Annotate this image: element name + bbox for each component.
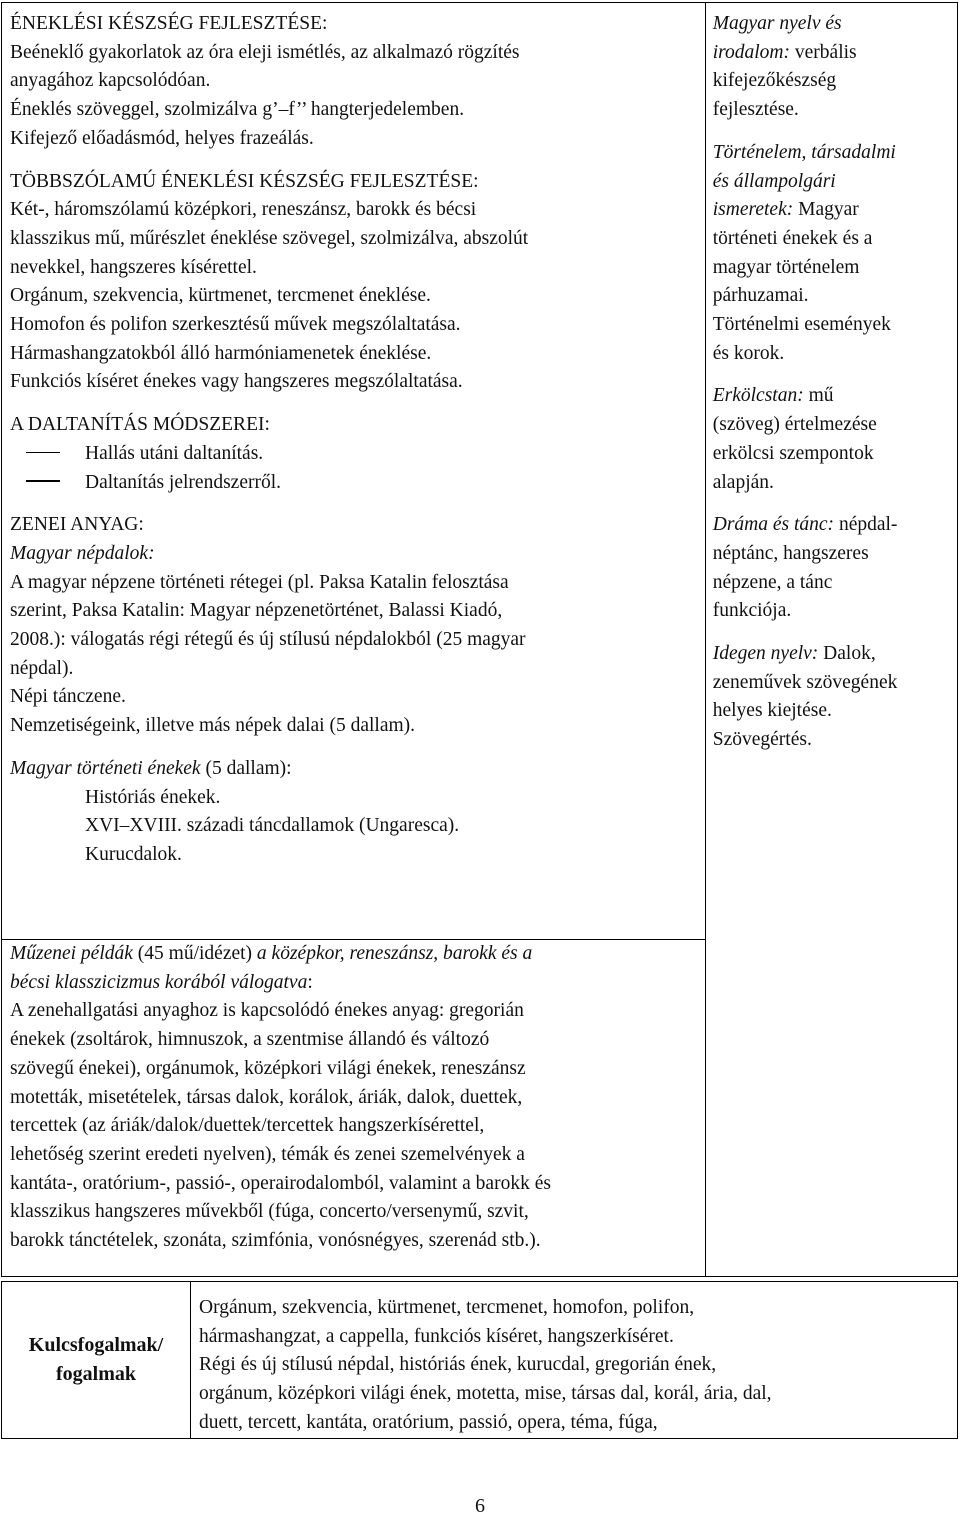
text-line: A zenehallgatási anyaghoz is kapcsolódó énekes anyag: gregorián xyxy=(10,1000,524,1022)
section-heading: A DALTANÍTÁS MÓDSZEREI: xyxy=(10,414,270,436)
text-line: anyagához kapcsolódóan. xyxy=(10,70,211,92)
text-line: Hármashangzatokból álló harmóniamenetek éneklése. xyxy=(10,342,432,364)
song-teaching-methods-section xyxy=(10,411,699,497)
cross-curricular-cell xyxy=(705,3,957,1277)
dash-bullet-icon xyxy=(10,440,85,469)
text-line: klasszikus mű, műrészlet éneklése szövegel, szolmizálva, abszolút xyxy=(10,227,529,249)
connection-magyar: Magyar nyelv és irodalom: verbális kifejezőkészség fejlesztése. xyxy=(712,13,857,121)
text-line: szerint, Paksa Katalin: Magyar népzenetörténet, Balassi Kiadó, xyxy=(10,600,503,622)
text-line: Éneklés szöveggel, szolmizálva g’–f’’ hangterjedelemben. xyxy=(10,99,465,121)
section-heading: TÖBBSZÓLAMÚ ÉNEKLÉSI KÉSZSÉG FEJLESZTÉSE: xyxy=(10,170,479,192)
text-line: motetták, misetételek, társas dalok, korálok, áriák, dalok, duettek, xyxy=(10,1086,523,1108)
text-line: Kifejező előadásmód, helyes frazeálás. xyxy=(10,127,314,149)
page-number: 6 xyxy=(475,1495,485,1517)
text-line: Beéneklő gyakorlatok az óra eleji ismétlés, az alkalmazó rögzítés xyxy=(10,41,520,63)
polyphonic-singing-section xyxy=(10,168,699,398)
text-line: kantáta-, oratórium-, passió-, operairodalomból, valamint a barokk és xyxy=(10,1172,551,1194)
text-line: nevekkel, hangszeres kísérettel. xyxy=(10,256,257,278)
key-concepts-label: Kulcsfogalmak/ fogalmak xyxy=(2,1282,191,1439)
text-line: A magyar népzene történeti rétegei (pl. Paksa Katalin felosztása xyxy=(10,571,509,593)
subheading: Magyar történeti énekek (5 dallam): xyxy=(10,757,292,779)
text-line: Orgánum, szekvencia, kürtmenet, tercmenet éneklése. xyxy=(10,285,431,307)
text-line: lehetőség szerint eredeti nyelven), témák és zenei szemelvények a xyxy=(10,1143,525,1165)
key-concepts-text xyxy=(191,1282,958,1439)
text-line: orgánum, középkori világi ének, motetta, mise, társas dal, korál, ária, dal, xyxy=(199,1383,772,1405)
music-material-section xyxy=(10,511,699,741)
text-line: tercettek (az áriák/dalok/duettek/tercettek hangszerkísérettel, xyxy=(10,1115,485,1137)
singing-skills-section xyxy=(10,10,699,154)
connection-drama: Dráma és tánc: népdal- néptánc, hangszeres népzene, a tánc funkciója. xyxy=(712,514,898,622)
text-line: hármashangzat, a cappella, funkciós kíséret, hangszerkíséret. xyxy=(199,1325,674,1347)
indented-item: XVI–XVIII. századi táncdallamok (Ungaresca). xyxy=(85,815,460,837)
text-line: Homofon és polifon szerkesztésű művek megszólaltatása. xyxy=(10,314,461,336)
dash-list-item: Daltanítás jelrendszerről. xyxy=(10,469,699,498)
text-line: Nemzetiségeink, illetve más népek dalai (5 dallam). xyxy=(10,715,416,737)
text-line: Népi tánczene. xyxy=(10,686,126,708)
section-heading: ÉNEKLÉSI KÉSZSÉG FEJLESZTÉSE: xyxy=(10,13,328,34)
historical-songs-section xyxy=(10,755,699,870)
curriculum-table xyxy=(1,2,958,1277)
key-concepts-table xyxy=(1,1281,958,1439)
text-line: Műzenei példák (45 mű/idézet) a középkor, reneszánsz, barokk és a xyxy=(10,943,533,964)
text-line: 2008.): válogatás régi rétegű és új stílusú népdalokból (25 magyar xyxy=(10,629,526,651)
section-heading: ZENEI ANYAG: xyxy=(10,514,144,536)
dash-list-item: Hallás utáni daltanítás. xyxy=(10,440,699,469)
text-line: énekek (zsoltárok, himnuszok, a szentmise állandó és változó xyxy=(10,1029,490,1051)
text-line: szövegű énekei), orgánumok, középkori világi énekek, reneszánsz xyxy=(10,1057,526,1079)
listening-material-cell xyxy=(2,940,706,1277)
text-line: Két-, háromszólamú középkori, reneszánsz, barokk és bécsi xyxy=(10,199,477,221)
content-cell xyxy=(2,3,706,940)
text-line: klasszikus hangszeres művekből (fúga, concerto/versenymű, szvit, xyxy=(10,1201,529,1223)
connection-idegen-nyelv: Idegen nyelv: Dalok, zeneművek szövegének helyes kiejtése. Szövegértés. xyxy=(712,643,898,751)
indented-item: Kurucdalok. xyxy=(85,843,182,865)
connection-erkolcstan: Erkölcstan: mű (szöveg) értelmezése erkölcsi szempontok alapján. xyxy=(712,385,877,493)
text-line: Orgánum, szekvencia, kürtmenet, tercmenet, homofon, polifon, xyxy=(199,1297,695,1318)
text-line: népdal). xyxy=(10,657,74,679)
indented-item: Históriás énekek. xyxy=(85,786,221,808)
text-line: Funkciós kíséret énekes vagy hangszeres megszólaltatása. xyxy=(10,371,463,393)
text-line: Régi és új stílusú népdal, históriás ének, kurucdal, gregorián ének, xyxy=(199,1354,717,1376)
dash-bullet-icon xyxy=(10,469,85,498)
connection-tortenelem: Történelem, társadalmi és állampolgári ismeretek: Magyar történeti énekek és a magyar történelem párhuzamai. Történelmi események és korok. xyxy=(712,141,896,364)
text-line: bécsi klasszicizmus korából válogatva: xyxy=(10,971,313,993)
subheading: Magyar népdalok: xyxy=(10,542,155,564)
text-line: duett, tercett, kantáta, oratórium, passió, opera, téma, fúga, xyxy=(199,1411,658,1433)
text-line: barokk tánctételek, szonáta, szimfónia, vonósnégyes, szerenád stb.). xyxy=(10,1230,541,1252)
